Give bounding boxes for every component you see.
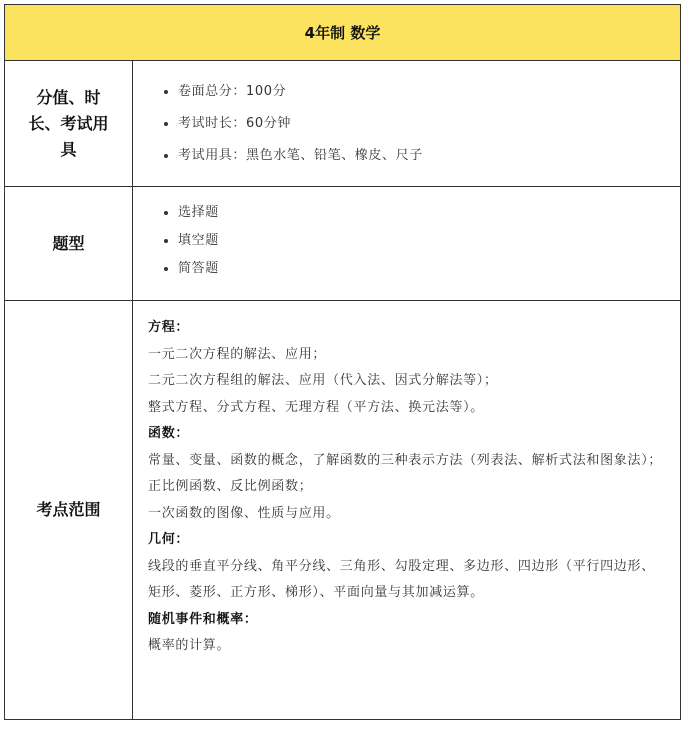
row-content-score-duration-tools: [133, 61, 680, 186]
list-item-tools: 考试用具：黑色水笔、铅笔、橡皮、尺子: [133, 140, 680, 172]
exam-info-table: [4, 4, 681, 720]
row-label-question-types: 题型: [5, 187, 133, 300]
scope-line: 概率的计算。: [148, 638, 231, 653]
scope-line: 一次函数的图像、性质与应用。: [148, 505, 340, 521]
list-item-multiple-choice: 选择题: [133, 199, 680, 227]
row-content-exam-scope: [133, 301, 680, 719]
row-score-duration-tools: [5, 61, 680, 187]
scope-line: 一元二次方程的解法、应用；: [148, 346, 327, 362]
row-exam-scope: [5, 301, 680, 719]
scope-line: 整式方程、分式方程、无理方程（平方法、换元法等）。: [148, 399, 485, 415]
section-heading-geometry: 几何：: [148, 532, 190, 547]
list-item-duration: 考试时长：60分钟: [133, 108, 680, 140]
row-label-score-duration-tools: 分值、时长、考试用具: [5, 61, 133, 186]
section-heading-equations: 方程：: [148, 320, 190, 335]
row-question-types: [5, 187, 680, 301]
scope-line: 正比例函数、反比例函数；: [148, 479, 313, 494]
row-label-exam-scope: 考点范围: [5, 301, 133, 719]
question-type-list: [133, 187, 680, 283]
list-item-total-score: 卷面总分：100分: [133, 76, 680, 108]
scope-line: 线段的垂直平分线、角平分线、三角形、勾股定理、多边形、四边形（平行四边形、矩形、菱形、正方形、梯形）、平面向量与其加减运算。: [148, 558, 655, 600]
section-heading-probability: 随机事件和概率：: [148, 611, 258, 627]
exam-info-list: [133, 61, 680, 172]
scope-line: 常量、变量、函数的概念，了解函数的三种表示方法（列表法、解析式法和图象法）；: [148, 452, 663, 468]
scope-line: 二元二次方程组的解法、应用（代入法、因式分解法等）；: [148, 373, 498, 388]
section-heading-functions: 函数：: [148, 426, 190, 441]
table-title: 4年制 数学: [5, 5, 680, 61]
list-item-fill-blank: 填空题: [133, 227, 680, 255]
row-content-question-types: [133, 187, 680, 300]
list-item-short-answer: 简答题: [133, 255, 680, 283]
